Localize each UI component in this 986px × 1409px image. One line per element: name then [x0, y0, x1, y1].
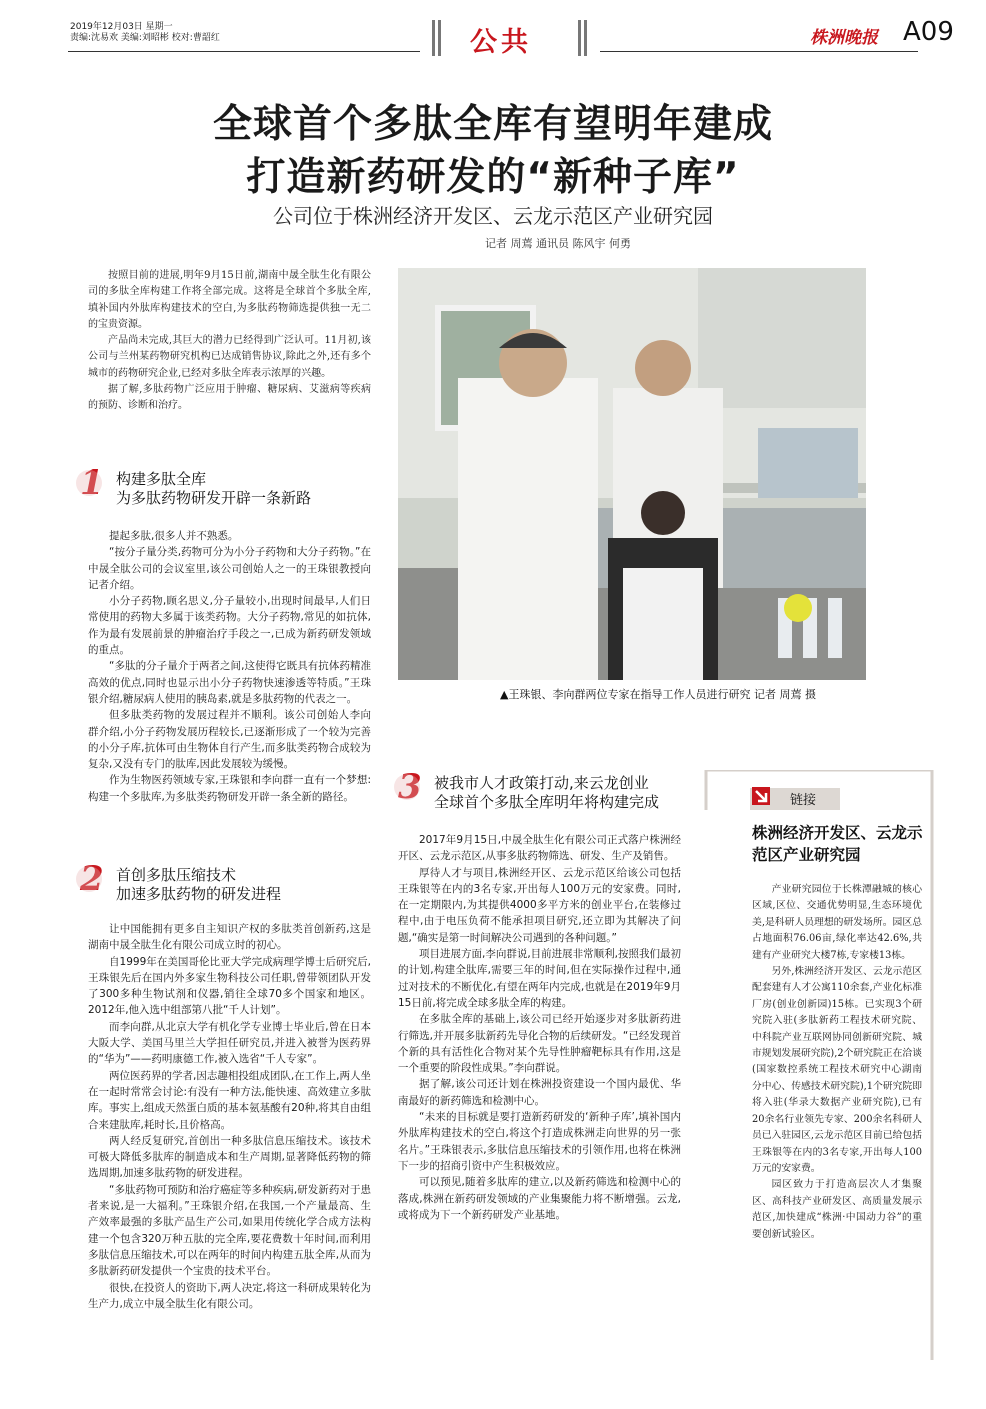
section-3-body	[398, 832, 681, 1223]
section-title: 被我市人才政策打动,来云龙创业	[434, 774, 649, 792]
arrow-down-right-icon	[752, 787, 770, 805]
paragraph: 小分子药物,顾名思义,分子量较小,出现时间最早,人们日常使用的药物大多属于该类药物。大分子药物,常见的如抗体,作为最有发展前景的肿瘤治疗手段之一,已成为新药研发领域的重点。	[88, 595, 371, 657]
section-2-heading	[80, 860, 400, 920]
paragraph: “按分子量分类,药物可分为小分子药物和大分子药物。”在中晟全肽公司的会议室里,该公司创始人之一的王珠银教授向记者介绍。	[88, 546, 371, 591]
section-number: 3	[398, 767, 422, 807]
masthead-info	[70, 22, 400, 44]
paper-logo: 株洲晚报	[810, 28, 878, 48]
paragraph: 而李向群,从北京大学有机化学专业博士毕业后,曾在日本大阪大学、美国马里兰大学担任研究员,并进入被誉为医药界的“华为”——药明康德工作,被入选省“千人专家”。	[88, 1020, 371, 1066]
paragraph: 可以预见,随着多肽库的建立,以及新药筛选和检测中心的落成,株洲在新药研发领域的产业集聚能力将不断增强。云龙,或将成为下一个新药研发产业基地。	[398, 1176, 681, 1221]
paragraph: 据了解,该公司还计划在株洲投资建设一个国内最优、华南最好的新药筛选和检测中心。	[398, 1078, 681, 1107]
masthead-rule-left	[68, 51, 420, 52]
subheadline: 公司位于株洲经济开发区、云龙示范区产业研究园	[273, 204, 713, 228]
paragraph: 在多肽全库的基础上,该公司已经开始逐步对多肽新药进行筛选,并开展多肽新药先导化合物的后续研发。“已经发现首个新的具有活性化合物对某个先导性肿瘤靶标具有作用,这是一个重要的阶段性成果。”李向群说。	[398, 1013, 681, 1075]
paragraph: 作为生物医药领域专家,王珠银和李向群一直有一个梦想:构建一个多肽库,为多肽类药物研发开辟一条全新的路径。	[88, 774, 371, 803]
section-2-body	[88, 921, 371, 1312]
paragraph: 产品尚未完成,其巨大的潜力已经得到广泛认可。11月初,该公司与兰州某药物研究机构已达成销售协议,除此之外,还有多个城市的药物研究企业,已经对多肽全库表示浓厚的兴趣。	[88, 335, 371, 379]
section-subtitle: 全球首个多肽全库明年将构建完成	[434, 793, 660, 811]
masthead-date: 2019年12月03日 星期一	[70, 22, 173, 32]
paragraph: 园区致力于打造高层次人才集聚区、高科技产业研发区、高质量发展示范区,加快建成“株洲·中国动力谷”的重要创新试验区。	[752, 1179, 922, 1240]
headline-line-1: 全球首个多肽全库有望明年建成	[212, 102, 773, 147]
paragraph: 提起多肽,很多人并不熟悉。	[109, 530, 239, 542]
sidebar-tab-label: 链接	[790, 793, 817, 808]
paragraph: 但多肽类药物的发展过程并不顺利。该公司创始人李向群介绍,小分子药物发展历程较长,已逐渐形成了一个较为完善的小分子库,抗体可由生物体自行产生,而多肽类药物合成较为复杂,又没有专门的肽库,因此发展较为缓慢。	[88, 709, 371, 771]
paragraph: 项目进展方面,李向群说,目前进展非常顺利,按照我们最初的计划,构建全肽库,需要三年的时间,但在实际操作过程中,通过对技术的不断优化,有望在两年内完成,也就是在2019年9月15日前,将完成全球多肽全库的构建。	[398, 948, 682, 1009]
sidebar-body	[752, 882, 922, 1243]
masthead-divider-right	[578, 20, 588, 56]
paragraph: 厚待人才与项目,株洲经开区、云龙示范区给该公司包括王珠银等在内的3名专家,开出每人100万元的安家费。同时,在一定期限内,为其提供4000多平方米的创业平台,在装修过程中,由于电压负荷不能承担项目研究,还立即为其解决了问题,“确实是第一时间解决公司遇到的各种问题。”	[398, 866, 681, 944]
section-number: 2	[80, 859, 104, 899]
paragraph: 两位医药界的学者,因志趣相投组成团队,在工作上,两人坐在一起时常常会讨论:有没有一种方法,能快速、高效建立多肽库。事实上,组成天然蛋白质的基本氨基酸有20种,将其自由组合来建肽库,耗时长,且价格高。	[88, 1069, 372, 1131]
lab-photo-illustration	[398, 268, 866, 680]
section-number: 1	[80, 463, 104, 503]
masthead-rule-right	[600, 51, 918, 52]
section-subtitle: 为多肽药物研发开辟一条新路	[116, 489, 312, 507]
page-number: A09	[903, 17, 954, 47]
section-name: 公共	[470, 27, 532, 58]
paragraph: 另外,株洲经济开发区、云龙示范区配套建有人才公寓110余套,产业化标准厂房(创业创新园)15栋。已实现3个研究院入驻(多肽新药工程技术研究院、中科院产业互联网协同创新研究院、城市规划发展研究院),2个研究院正在洽谈(国家数控系统工程技术研究中心湖南分中心、传感技术研究院),1个研究院即将入驻(华录大数据产业研究院),已有20余名行业领先专家、200余名科研人员已入驻园区,云龙示范区目前已给包括王珠银等在内的3名专家,开出每人100万元的安家费。	[752, 966, 922, 1174]
section-1-body	[88, 528, 371, 805]
byline: 记者 周蔫 通讯员 陈风宇 何勇	[485, 237, 631, 250]
lab-photo	[398, 268, 866, 680]
paragraph: 据了解,多肽药物广泛应用于肿瘤、糖尿病、艾滋病等疾病的预防、诊断和治疗。	[88, 384, 371, 412]
section-1-heading	[80, 464, 400, 524]
section-subtitle: 加速多肽药物的研发进程	[116, 885, 282, 903]
paragraph: 2017年9月15日,中晟全肽生化有限公司正式落户株洲经开区、云龙示范区,从事多肽药物筛选、研发、生产及销售。	[398, 834, 681, 863]
section-title: 构建多肽全库	[116, 470, 207, 488]
paragraph: “未来的目标就是要打造新药研发的‘新种子库’,填补国内外肽库构建技术的空白,将这个打造成株洲走向世界的另一张名片。”王珠银表示,多肽信息压缩技术的引领作用,也将在株洲下一步的招商引资中产生积极效应。	[398, 1111, 681, 1172]
paragraph: 按照目前的进展,明年9月15日前,湖南中晟全肽生化有限公司的多肽全库构建工作将全部完成。这将是全球首个多肽全库,填补国内外肽库构建技术的空白,为多肽药物筛选提供独一无二的宝贵资源。	[88, 270, 371, 330]
headline-line-2: 打造新药研发的“新种子库”	[246, 155, 740, 200]
sidebar-title: 株洲经济开发区、云龙示范区产业研究园	[752, 824, 923, 864]
paragraph: “多肽的分子量介于两者之间,这使得它既具有抗体药精准高效的优点,同时也显示出小分子药物快速渗透等特质。”王珠银介绍,糖尿病人使用的胰岛素,就是多肽药物的代表之一。	[88, 660, 371, 705]
photo-caption: ▲王珠银、李向群两位专家在指导工作人员进行研究 记者 周蔫 摄	[500, 688, 816, 701]
paragraph: 自1999年在美国哥伦比亚大学完成病理学博士后研究后,王珠银先后在国内外多家生物科技公司任职,曾带领团队开发了300多种生物试剂和仪器,销往全球70多个国家和地区。2012年,他入选中组部第八批“千人计划”。	[88, 955, 371, 1017]
intro-text	[88, 268, 371, 415]
paragraph: 让中国能拥有更多自主知识产权的多肽类首创新药,这是湖南中晟全肽生化有限公司成立时的初心。	[88, 923, 371, 952]
paragraph: 很快,在投资人的资助下,两人决定,将这一科研成果转化为生产力,成立中晟全肽生化有限公司。	[88, 1281, 372, 1310]
paragraph: “多肽药物可预防和治疗癌症等多种疾病,研发新药对于患者来说,是一大福利。”王珠银介绍,在我国,一个产量最高、生产效率最强的多肽产品生产公司,如果用传统化学合成方法构建一个包含320万种五肽的完全库,要花费数十年时间,而利用多肽信息压缩技术,可以在两年的时间内构建五肽全库,从而为多肽新药研发提供一个宝贵的技术平台。	[88, 1183, 371, 1278]
section-3-heading	[398, 768, 718, 828]
section-title: 首创多肽压缩技术	[116, 866, 237, 884]
paragraph: 两人经反复研究,首创出一种多肽信息压缩技术。该技术可极大降低多肽库的制造成本和生产周期,显著降低药物的筛选周期,加速多肽药物的研发进程。	[88, 1134, 371, 1180]
paragraph: 产业研究园位于长株潭融城的核心区域,区位、交通优势明显,生态环境优美,是科研人员理想的研发场所。园区总占地面积76.06亩,绿化率达42.6%,共建有产业研究大楼7栋,专家楼13栋。	[752, 884, 922, 961]
masthead-staff: 责编:沈易欢 美编:刘昭彬 校对:曹韶红	[70, 33, 220, 43]
masthead-divider-left	[432, 20, 442, 56]
